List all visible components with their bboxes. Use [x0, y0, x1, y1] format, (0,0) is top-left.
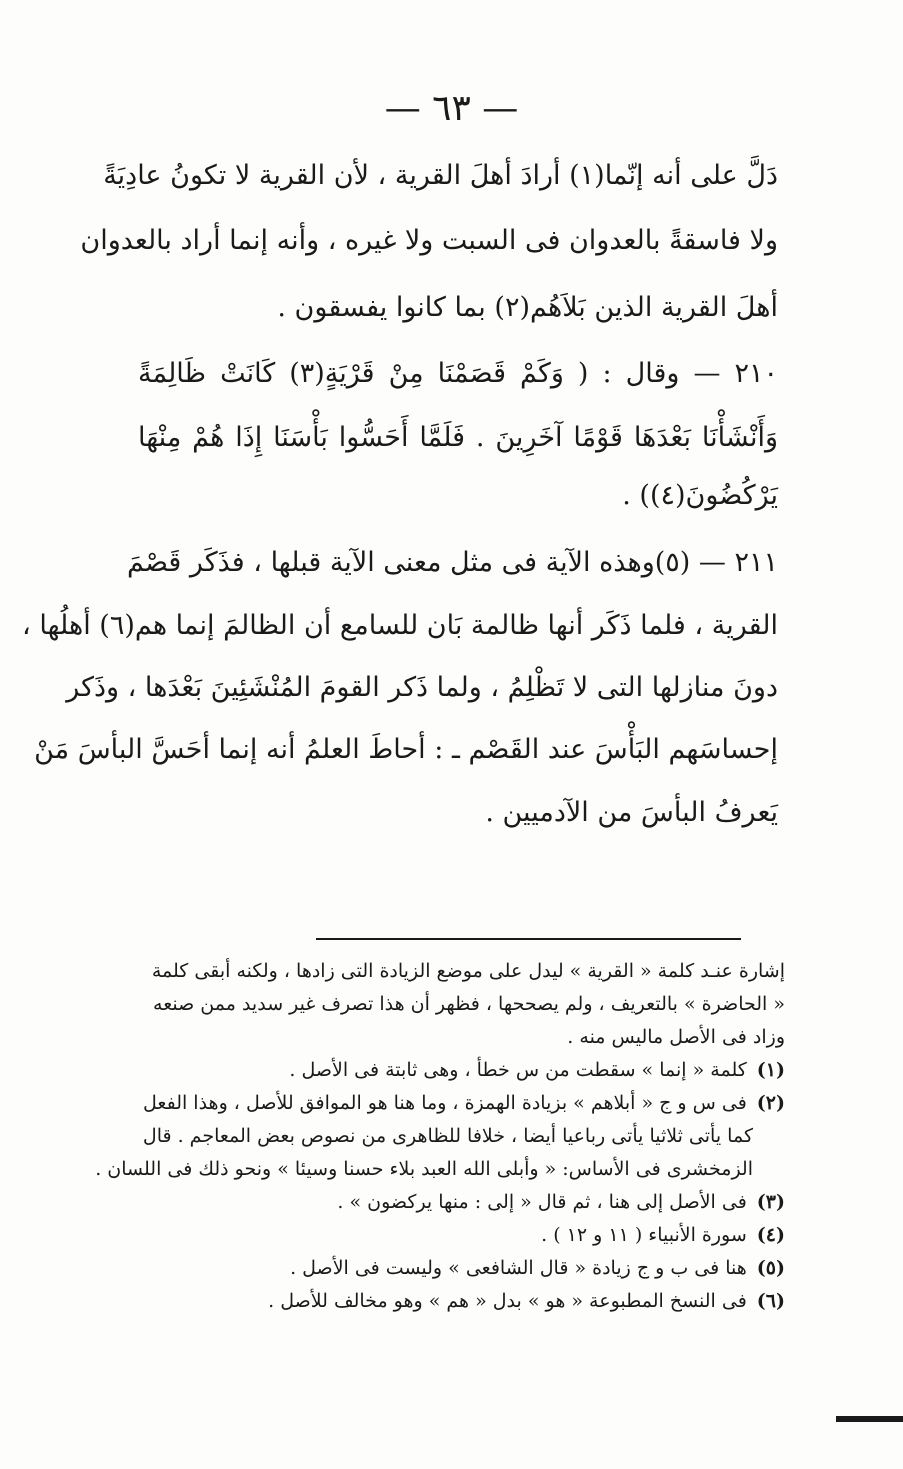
footnote-text: فى س و ج « أبلاهم » بزيادة الهمزة ، وما هنا هو الموافق للأصل ، وهذا الفعل [143, 1092, 747, 1114]
footnote-marker: (٣) [756, 1191, 785, 1213]
footnote-text: كلمة « إنما » سقطت من س خطأ ، وهى ثابتة فى الأصل . [289, 1059, 747, 1081]
text-line: يَرْكُضُونَ(٤)) . [622, 480, 778, 511]
footnote-text: هنا فى ب و ج زيادة « قال الشافعى » وليست فى الأصل . [290, 1257, 747, 1279]
text-line: القرية ، فلما ذَكَر أنها ظالمة بَان للسامع أن الظالمَ إنما هم(٦) أهلُها ، [22, 610, 778, 641]
footnote-marker: (٢) [756, 1092, 785, 1114]
page-number: — ٦٣ — [384, 88, 519, 129]
footnote-4 [541, 1224, 785, 1246]
text-line: إحساسَهم البَأْسَ عند القَصْم ـ : أحاطَ العلمُ أنه إنما أحَسَّ البأسَ مَنْ [34, 734, 778, 765]
text-line: دونَ منازلها التى لا تَظْلِمُ ، ولما ذَكر القومَ المُنْشَئِينَ بَعْدَها ، وذَكر [66, 672, 778, 703]
text-line: ٢١١ — (٥)وهذه الآية فى مثل معنى الآية قبلها ، فذَكَر قَصْمَ [127, 547, 778, 578]
footnote-6 [268, 1290, 785, 1312]
footnote-3 [337, 1191, 785, 1213]
footnote-marker: (١) [756, 1059, 785, 1081]
footnote-text: فى النسخ المطبوعة « هو » بدل « هم » وهو مخالف للأصل . [268, 1290, 747, 1312]
footnote-2-cont: الزمخشرى فى الأساس: « وأبلى الله العبد بلاء حسنا وسيئا » ونحو ذلك فى اللسان . [95, 1158, 753, 1180]
footnote-2-cont: كما يأتى ثلاثيا يأتى رباعيا أيضا ، خلافا للظاهرى من نصوص بعض المعاجم . قال [142, 1125, 753, 1147]
text-line: أهلَ القرية الذين بَلاَهُم(٢) بما كانوا يفسقون . [277, 292, 778, 323]
footnote-intro-line: « الحاضرة » بالتعريف ، ولم يصححها ، فظهر أن هذا تصرف غير سديد ممن صنعه [153, 993, 785, 1015]
footnote-marker: (٦) [756, 1290, 785, 1312]
text-line: وَأَنْشَأْنَا بَعْدَهَا قَوْمًا آخَرِينَ . فَلَمَّا أَحَسُّوا بَأْسَنَا إِذَا هُمْ مِنْهَا [138, 422, 778, 453]
text-line: ولا فاسقةً بالعدوان فى السبت ولا غيره ، وأنه إنما أراد بالعدوان [80, 225, 778, 256]
text-line: ٢١٠ — وقال : ( وَكَمْ قَصَمْنَا مِنْ قَرْيَةٍ(٣) كَانَتْ ظَالِمَةً [138, 358, 778, 389]
text-line: يَعرفُ البأسَ من الآدميين . [485, 797, 778, 828]
footnote-intro-line: وزاد فى الأصل ماليس منه . [567, 1026, 785, 1048]
scan-edge-mark [836, 1416, 903, 1422]
footnote-text: فى الأصل إلى هنا ، ثم قال « إلى : منها يركضون » . [337, 1191, 747, 1213]
footnote-5 [290, 1257, 785, 1279]
footnote-divider [316, 938, 741, 940]
footnote-marker: (٤) [756, 1224, 785, 1246]
footnote-2 [143, 1092, 785, 1114]
text-line: دَلَّ على أنه إنّما(١) أرادَ أهلَ القرية ، لأن القرية لا تكونُ عادِيَةً [103, 160, 778, 191]
footnote-marker: (٥) [756, 1257, 785, 1279]
footnote-1 [289, 1059, 785, 1081]
footnote-intro-line: إشارة عنـد كلمة « القرية » ليدل على موضع الزيادة التى زادها ، ولكنه أبقى كلمة [151, 960, 785, 982]
footnote-text: سورة الأنبياء ( ١١ و ١٢ ) . [541, 1224, 747, 1246]
